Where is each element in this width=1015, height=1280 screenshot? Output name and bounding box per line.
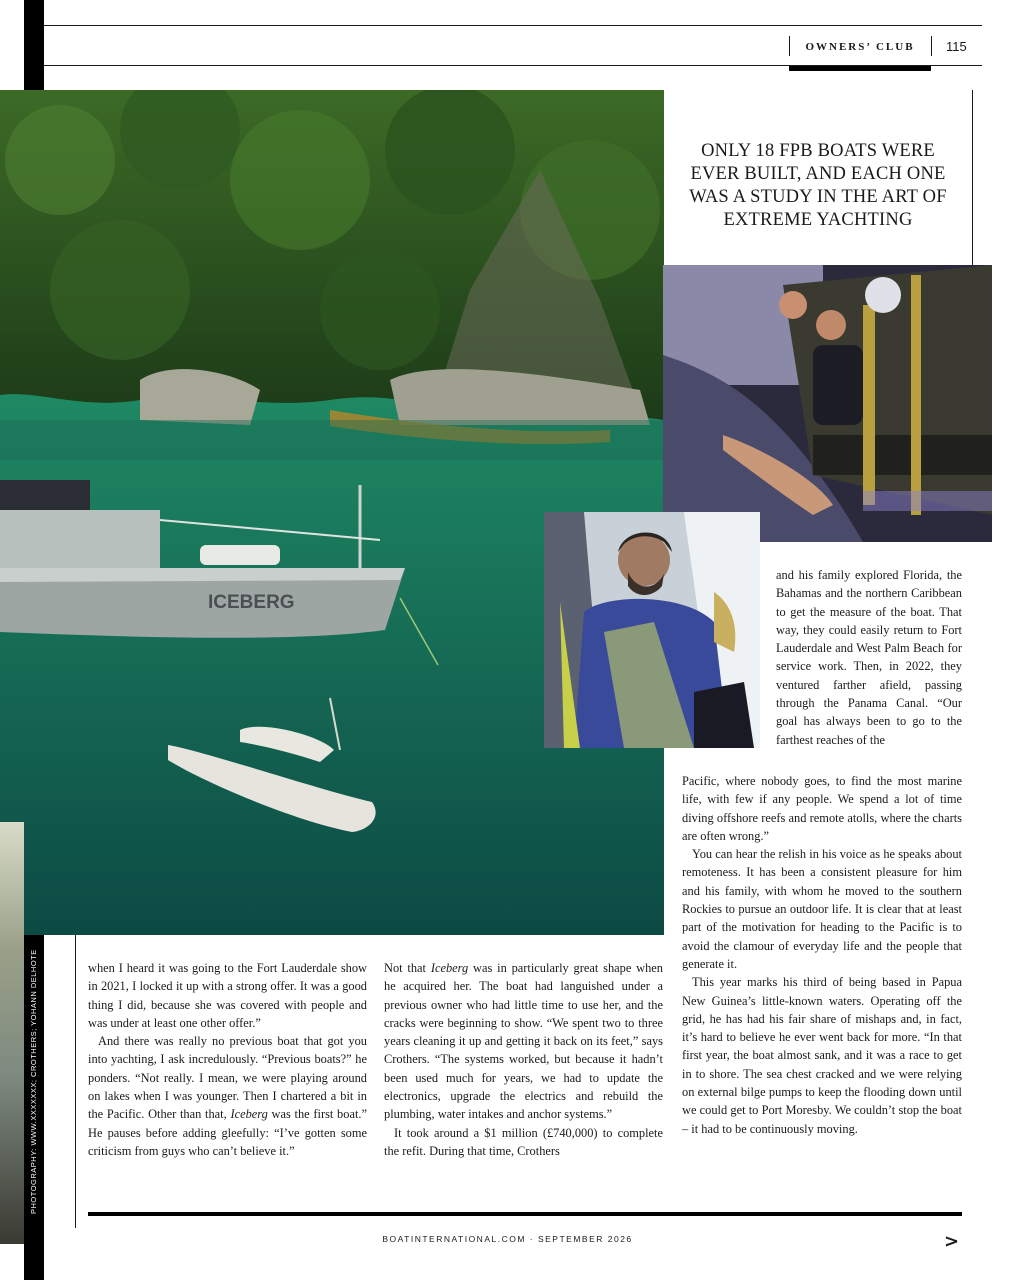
footer-rule bbox=[88, 1212, 962, 1216]
col3-paragraph: Pacific, where nobody goes, to find the most marine life, with few if any people. We spend a lot of time diving offshore reefs and remote atolls, where the charts are often wrong.” bbox=[682, 774, 962, 843]
col2-paragraph: Not that Iceberg was in particularly great shape when he acquired her. The boat had languished under a previous owner who had little time to use her, and the cracks were beginning to show. “We spent two to three years cleaning it up and getting it back on its feet,” says Crothers. “The systems worked, but because it hadn’t been used much for years, we had to update the electronics, upgrade the electrics and rebuild the plumbing, water intakes and anchor systems.” bbox=[384, 961, 663, 1122]
divers-illustration bbox=[663, 265, 992, 542]
top-rule bbox=[44, 25, 982, 26]
section-label: OWNERS’ CLUB bbox=[805, 41, 915, 53]
photo-credit: PHOTOGRAPHY: WWW.XXXXXXX; CROTHERS; YOHANN DELHOTE bbox=[29, 949, 38, 1214]
column-rule-left bbox=[75, 935, 76, 1228]
col3-paragraph: You can hear the relish in his voice as he speaks about remoteness. It has been a consistent pleasure for him and his family, with whom he moved to the southern Rockies to pursue an outdoor life. It is clear that at least part of the motivation for heading to the Pacific is to avoid the clamour of everyday life and the people that generate it. bbox=[682, 847, 962, 971]
body-column-2 bbox=[384, 959, 663, 1160]
col2-paragraph: It took around a $1 million (£740,000) to complete the refit. During that time, Crothers bbox=[384, 1125, 663, 1158]
header-tab-bar bbox=[789, 66, 931, 71]
body-column-3 bbox=[682, 772, 962, 1138]
next-page-arrow-icon[interactable]: > bbox=[944, 1231, 960, 1252]
skipper-portrait-photo bbox=[544, 512, 760, 748]
divers-photo bbox=[663, 265, 992, 542]
pullquote-rule bbox=[972, 90, 973, 265]
col1-paragraph: when I heard it was going to the Fort Lauderdale show in 2021, I locked it up with a strong offer. It was a good thing I did, because she was covered with people and was under at least one other offer.” bbox=[88, 961, 367, 1030]
hull-name-text: ICEBERG bbox=[208, 592, 295, 613]
col3-paragraph: This year marks his third of being based in Papua New Guinea’s little-known waters. Operating off the grid, he has had his fair share of mishaps and, in fact, it’s hard to believe he ever went back for more. “In that first year, the boat almost sank, and it was a race to get in to shore. The sea chest cracked and we were relying on external bilge pumps to keep the flooding down until we could get to Port Moresby. We couldn’t stop the boat – it had to be continuously moving. bbox=[682, 975, 962, 1136]
adjacent-page-photo-sliver bbox=[0, 822, 24, 1244]
body-column-1 bbox=[88, 959, 367, 1160]
pull-quote: ONLY 18 FPB BOATS WERE EVER BUILT, AND EACH ONE WAS A STUDY IN THE ART OF EXTREME YACHTING bbox=[689, 141, 947, 230]
body-column-3-wrap: and his family explored Florida, the Bahamas and the northern Caribbean to get the measure of the boat. That way, they could easily return to Fort Lauderdale and West Palm Beach for service work. Then, in 2022, they ventured farther afield, passing through the Panama Canal. “Our goal has always been to go to the farthest reaches of the bbox=[776, 568, 962, 747]
page-number: 115 bbox=[946, 39, 967, 54]
footer-folio: BOATINTERNATIONAL.COM · SEPTEMBER 2026 bbox=[382, 1234, 633, 1244]
skipper-illustration bbox=[544, 512, 760, 748]
header-divider-right bbox=[931, 36, 932, 56]
col1-paragraph: And there was really no previous boat that got you into yachting, I ask incredulously. “Previous boats?” he ponders. “Not really. I mean, we were playing around on lakes when I was younger. Then I chartered a bit in the Pacific. Other than that, Iceberg was the first boat.” He pauses before adding gleefully: “I’ve gotten some criticism from guys who can’t believe it.” bbox=[88, 1034, 367, 1158]
